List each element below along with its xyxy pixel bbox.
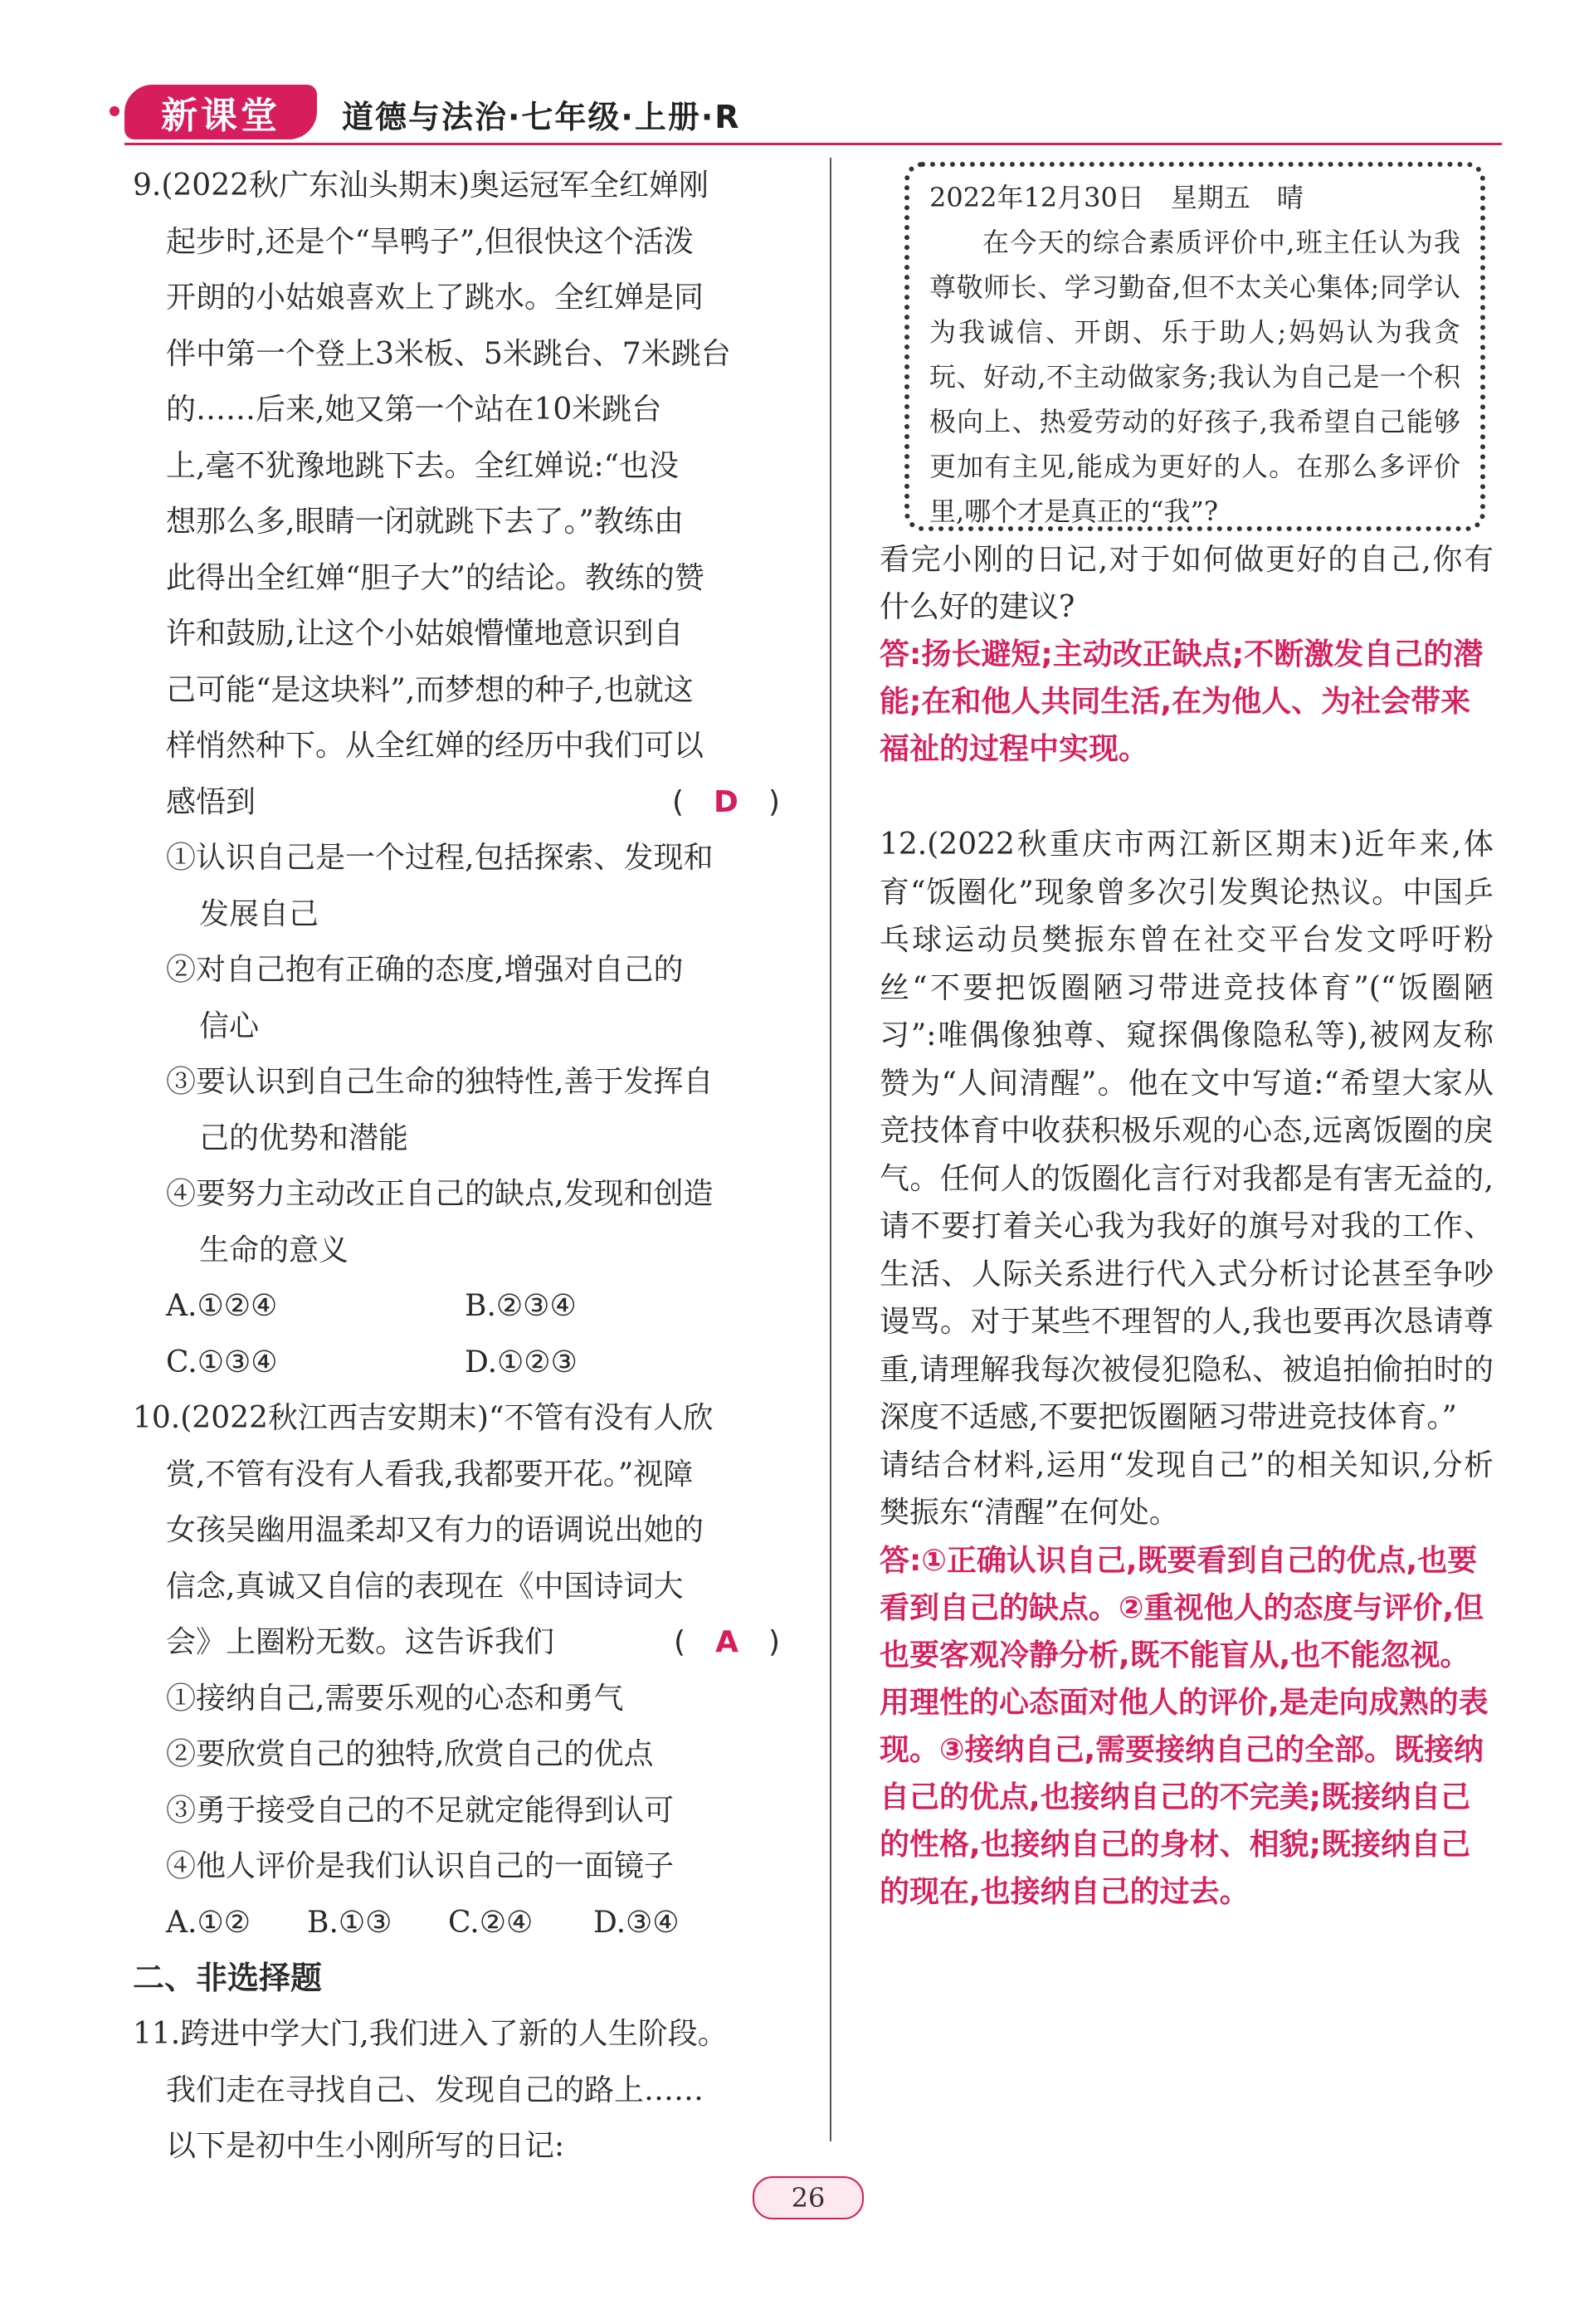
q11-line: 我们走在寻找自己、发现自己的路上…… — [166, 2073, 704, 2107]
diary-date: 2022年12月30日 星期五 晴 — [929, 182, 1304, 213]
q9-line: 伴中第一个登上3米板、5米跳台、7米跳台 — [166, 336, 731, 371]
logo-text: 新课堂 — [161, 95, 280, 137]
q9-line: 的……后来,她又第一个站在10米跳台 — [166, 393, 662, 427]
q12-question: 请结合材料,运用“发现自己”的相关知识,分析樊振东“清醒”在何处。 — [880, 1448, 1494, 1530]
page-number: 26 — [791, 2182, 826, 2214]
q9-line: 开朗的小姑娘喜欢上了跳水。全红婵是同 — [166, 281, 704, 315]
q11-line: 以下是初中生小刚所写的日记: — [166, 2129, 565, 2163]
q9-line: 此得出全红婵“胆子大”的结论。教练的赞 — [166, 560, 704, 595]
q10-option: ①接纳自己,需要乐观的心态和勇气 — [166, 1681, 624, 1716]
q10-choices — [133, 1895, 797, 1951]
q12-answer: 答:①正确认识自己,既要看到自己的优点,也要看到自己的缺点。②重视他人的态度与评价,但也要客观冷静分析,既不能盲从,也不能忽视。用理性的心态面对他人的评价,是走向成熟的表现。③接纳自己,需要接纳自己的全部。既接纳自己的优点,也接纳自己的不完美;既接纳自己的性格,也接纳自己的身材、相貌;既接纳自己的现在,也接纳自己的过去。 — [880, 1543, 1489, 1909]
choice-d: D.③④ — [593, 1905, 680, 1940]
choice-d: D.①②③ — [465, 1345, 578, 1379]
q10-answer-bracket — [674, 1614, 780, 1671]
q10-option: ②要欣赏自己的独特,欣赏自己的优点 — [166, 1737, 654, 1771]
choice-b: B.②③④ — [465, 1289, 577, 1323]
logo — [124, 85, 317, 139]
diary-body: 在今天的综合素质评价中,班主任认为我尊敬师长、学习勤奋,但不太关心集体;同学认为我诚信、开朗、乐于助人;妈妈认为我贪玩、好动,不主动做家务;我认为自己是一个积极向上、热爱劳动的好孩子,我希望自己能够更加有主见,能成为更好的人。在那么多评价里,哪个才是真正的“我”? — [929, 227, 1460, 527]
page-header — [124, 83, 1502, 149]
question-9 — [133, 158, 797, 1390]
choice-c: C.②④ — [448, 1905, 534, 1940]
q9-option: ③要认识到自己生命的独特性,善于发挥自 — [166, 1065, 714, 1099]
q9-line-text: 感悟到 — [166, 784, 256, 819]
q12-text: 12.(2022秋重庆市两江新区期末)近年来,体育“饭圈化”现象曾多次引发舆论热议。中国乒乓球运动员樊振东曾在社交平台发文呼吁粉丝“不要把饭圈陋习带进竞技体育”(“饭圈陋习”:唯偶像独尊、窥探偶像隐私等),被网友称赞为“人间清醒”。他在文中写道:“希望大家从竞技体育中收获积极乐观的心态,远离饭圈的戾气。任何人的饭圈化言行对我都是有害无益的,请不要打着关心我为我好的旗号对我的工作、生活、人际关系进行代入式分析讨论甚至争吵谩骂。对于某些不理智的人,我也要再次恳请尊重,请理解我每次被侵犯隐私、被追拍偷拍时的深度不适感,不要把饭圈陋习带进竞技体育。” — [880, 828, 1494, 1434]
q9-option-cont: 生命的意义 — [199, 1233, 349, 1267]
q9-choices — [133, 1278, 797, 1335]
q9-option: ①认识自己是一个过程,包括探索、发现和 — [166, 841, 714, 875]
q9-answer: D — [714, 784, 738, 819]
q9-choices — [133, 1335, 797, 1391]
section-title: 二、非选择题 — [133, 1960, 323, 1996]
q9-line — [133, 774, 797, 831]
left-column — [133, 158, 797, 2175]
paren-close: ) — [768, 784, 780, 819]
q9-option-cont: 己的优势和潜能 — [199, 1120, 409, 1155]
q9-option-cont: 信心 — [199, 1008, 260, 1043]
q9-line: 许和鼓励,让这个小姑娘懵懂地意识到自 — [166, 617, 684, 651]
right-column — [880, 162, 1494, 1916]
q10-answer: A — [715, 1625, 738, 1659]
q9-line: 上,毫不犹豫地跳下去。全红婵说:“也没 — [166, 448, 679, 483]
q9-line: 起步时,还是个“旱鸭子”,但很快这个活泼 — [166, 224, 694, 259]
q11-answer: 答:扬长避短;主动改正缺点;不断激发自己的潜能;在和他人共同生活,在为他人、为社会带来福祉的过程中实现。 — [880, 637, 1484, 766]
paren-close: ) — [768, 1625, 780, 1659]
q9-line: 9.(2022秋广东汕头期末)奥运冠军全红婵刚 — [133, 168, 709, 203]
page-number-badge — [753, 2176, 864, 2219]
question-12 — [880, 821, 1494, 1916]
choice-b: B.①③ — [307, 1905, 392, 1940]
column-divider — [830, 158, 831, 2141]
q9-option: ④要努力主动改正自己的缺点,发现和创造 — [166, 1177, 714, 1211]
q9-option: ②对自己抱有正确的态度,增强对自己的 — [166, 953, 684, 987]
choice-a: A.①② — [166, 1905, 251, 1940]
q10-line: 信念,真诚又自信的表现在《中国诗词大 — [166, 1569, 684, 1604]
q10-line: 女孩吴幽用温柔却又有力的语调说出她的 — [166, 1513, 704, 1547]
q9-line: 想那么多,眼睛一闭就跳下去了。”教练由 — [166, 505, 684, 539]
q10-option: ④他人评价是我们认识自己的一面镜子 — [166, 1849, 675, 1883]
q9-line: 己可能“是这块料”,而梦想的种子,也就这 — [166, 672, 694, 707]
question-11 — [133, 2006, 797, 2175]
q11-line: 11.跨进中学大门,我们进入了新的人生阶段。 — [133, 2017, 728, 2051]
question-10 — [133, 1390, 797, 1950]
paren-open: ( — [671, 784, 685, 819]
paren-open: ( — [674, 1625, 686, 1659]
header-subject: 道德与法治·七年级·上册·R — [342, 99, 741, 135]
q10-option: ③勇于接受自己的不足就定能得到认可 — [166, 1793, 675, 1828]
diary-box — [904, 162, 1485, 531]
q10-line — [133, 1614, 797, 1671]
logo-dot — [110, 106, 119, 116]
q9-answer-bracket — [672, 774, 780, 831]
q10-line-text: 会》上圈粉无数。这告诉我们 — [166, 1625, 555, 1659]
q11-question: 看完小刚的日记,对于如何做更好的自己,你有什么好的建议? — [880, 543, 1494, 624]
choice-c: C.①③④ — [166, 1345, 278, 1379]
header-rule — [124, 143, 1502, 145]
q10-line: 10.(2022秋江西吉安期末)“不管有没有人欣 — [133, 1401, 714, 1435]
q10-line: 赏,不管有没有人看我,我都要开花。”视障 — [166, 1457, 694, 1492]
q9-line: 样悄然种下。从全红婵的经历中我们可以 — [166, 729, 704, 763]
q9-option-cont: 发展自己 — [199, 896, 319, 931]
choice-a: A.①②④ — [166, 1289, 278, 1323]
